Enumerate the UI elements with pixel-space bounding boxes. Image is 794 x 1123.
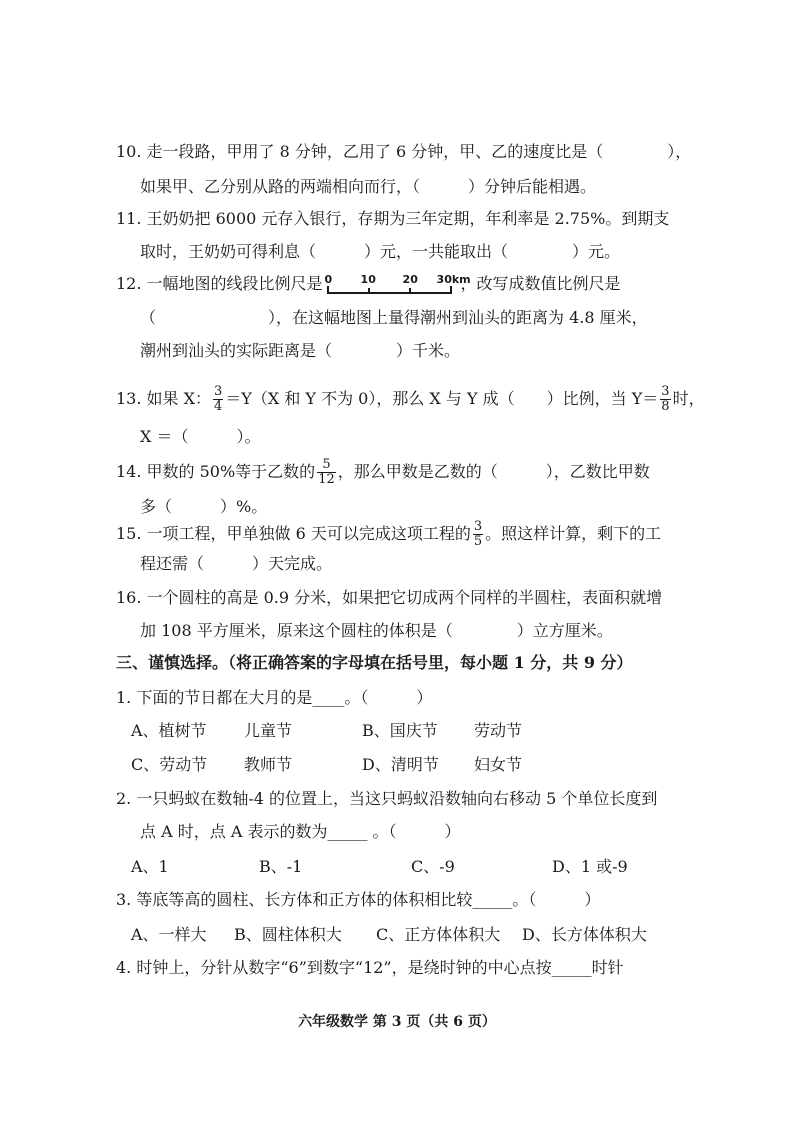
choice-1-option-a-extra: 儿童节 bbox=[244, 721, 293, 740]
fraction-numerator: 3 bbox=[214, 384, 223, 399]
choice-1-option-d-extra: 妇女节 bbox=[474, 755, 523, 774]
question-12-line-1 bbox=[116, 273, 621, 296]
question-13-suffix: 时， bbox=[672, 389, 705, 408]
fraction bbox=[317, 458, 336, 487]
choice-1-option-b: B、国庆节 bbox=[362, 721, 438, 740]
question-11-line-1: 11. 王奶奶把 6000 元存入银行，存期为三年定期，年利率是 2.75%。到期支 bbox=[116, 209, 670, 228]
question-13-middle: ＝Y（X 和 Y 不为 0），那么 X 与 Y 成（ ）比例，当 Y＝ bbox=[225, 389, 659, 408]
fraction-denominator: 4 bbox=[214, 399, 223, 414]
question-12-line-3: 潮州到汕头的实际距离是（ ）千米。 bbox=[140, 341, 461, 360]
choice-4-line-1: 4. 时钟上，分针从数字“6”到数字“12”，是绕时钟的中心点按_____时针 bbox=[116, 958, 624, 977]
choice-1-option-b-extra: 劳动节 bbox=[474, 721, 523, 740]
question-15-suffix: 。照这样计算，剩下的工 bbox=[485, 524, 662, 543]
section-3-title: 三、谨慎选择。（将正确答案的字母填在括号里，每小题 1 分，共 9 分） bbox=[116, 653, 633, 672]
question-13-line-1 bbox=[116, 385, 705, 414]
choice-2-option-a: A、1 bbox=[131, 857, 169, 876]
scale-tick-label: 0 bbox=[324, 272, 333, 286]
question-12-line-2: （ ），在这幅地图上量得潮州到汕头的距离为 4.8 厘米， bbox=[140, 308, 648, 327]
choice-1-stem: 1. 下面的节日都在大月的是____。（ ） bbox=[116, 688, 433, 707]
question-10-line-2: 如果甲、乙分别从路的两端相向而行，（ ）分钟后能相遇。 bbox=[140, 177, 597, 196]
question-14-prefix: 14. 甲数的 50%等于乙数的 bbox=[116, 462, 316, 481]
choice-2-option-d: D、1 或-9 bbox=[552, 857, 628, 876]
question-14-line-2: 多（ ）%。 bbox=[140, 497, 268, 516]
question-10-line-1: 10. 走一段路，甲用了 8 分钟，乙用了 6 分钟，甲、乙的速度比是（ ）， bbox=[116, 142, 692, 161]
question-12-suffix: ，改写成数值比例尺是 bbox=[460, 274, 621, 293]
question-15-prefix: 15. 一项工程，甲单独做 6 天可以完成这项工程的 bbox=[116, 524, 471, 543]
fraction-denominator: 12 bbox=[318, 472, 335, 487]
fraction bbox=[213, 385, 223, 414]
choice-2-option-c: C、-9 bbox=[411, 857, 455, 876]
question-16-line-1: 16. 一个圆柱的高是 0.9 分米，如果把它切成两个同样的半圆柱，表面积就增 bbox=[116, 588, 663, 607]
question-13-prefix: 13. 如果 X： bbox=[116, 389, 212, 408]
choice-3-option-c: C、正方体体积大 bbox=[376, 925, 501, 944]
choice-1-option-c-extra: 教师节 bbox=[244, 755, 293, 774]
line-scale-bar bbox=[324, 272, 471, 296]
fraction bbox=[660, 385, 670, 414]
page-footer: 六年级数学 第 3 页（共 6 页） bbox=[298, 1014, 496, 1030]
choice-2-line-2: 点 A 时，点 A 表示的数为_____ 。（ ） bbox=[140, 822, 461, 841]
choice-2-option-b: B、-1 bbox=[259, 857, 303, 876]
choice-2-line-1: 2. 一只蚂蚁在数轴-4 的位置上，当这只蚂蚁沿数轴向右移动 5 个单位长度到 bbox=[116, 789, 658, 808]
choice-1-option-c: C、劳动节 bbox=[131, 755, 208, 774]
choice-3-option-a: A、一样大 bbox=[131, 925, 207, 944]
question-14-suffix: ，那么甲数是乙数的（ ），乙数比甲数 bbox=[337, 462, 650, 481]
scale-tick-label: 20 bbox=[402, 272, 418, 286]
choice-3-stem: 3. 等底等高的圆柱、长方体和正方体的体积相比较_____。（ ） bbox=[116, 890, 601, 909]
scale-tick-label: 10 bbox=[360, 272, 376, 286]
question-11-line-2: 取时，王奶奶可得利息（ ）元，一共能取出（ ）元。 bbox=[140, 242, 621, 261]
scale-tick-label: 30km bbox=[436, 272, 471, 286]
question-15-line-1 bbox=[116, 520, 661, 549]
question-13-line-2: X ＝（ ）。 bbox=[140, 427, 261, 446]
question-12-prefix: 12. 一幅地图的线段比例尺是 bbox=[116, 274, 323, 293]
fraction-numerator: 3 bbox=[661, 384, 670, 399]
question-16-line-2: 加 108 平方厘米，原来这个圆柱的体积是（ ）立方厘米。 bbox=[140, 621, 613, 640]
choice-3-option-d: D、长方体体积大 bbox=[522, 925, 647, 944]
question-14-line-1 bbox=[116, 458, 650, 487]
fraction-numerator: 3 bbox=[473, 519, 483, 534]
question-15-line-2: 程还需（ ）天完成。 bbox=[140, 554, 333, 573]
scale-bar-line bbox=[325, 284, 459, 296]
choice-3-option-b: B、圆柱体积大 bbox=[234, 925, 342, 944]
fraction-numerator: 5 bbox=[317, 458, 336, 473]
choice-1-option-d: D、清明节 bbox=[362, 755, 439, 774]
fraction-denominator: 5 bbox=[473, 534, 483, 549]
fraction bbox=[473, 520, 483, 549]
fraction-denominator: 8 bbox=[661, 399, 670, 414]
choice-1-option-a: A、植树节 bbox=[131, 721, 207, 740]
